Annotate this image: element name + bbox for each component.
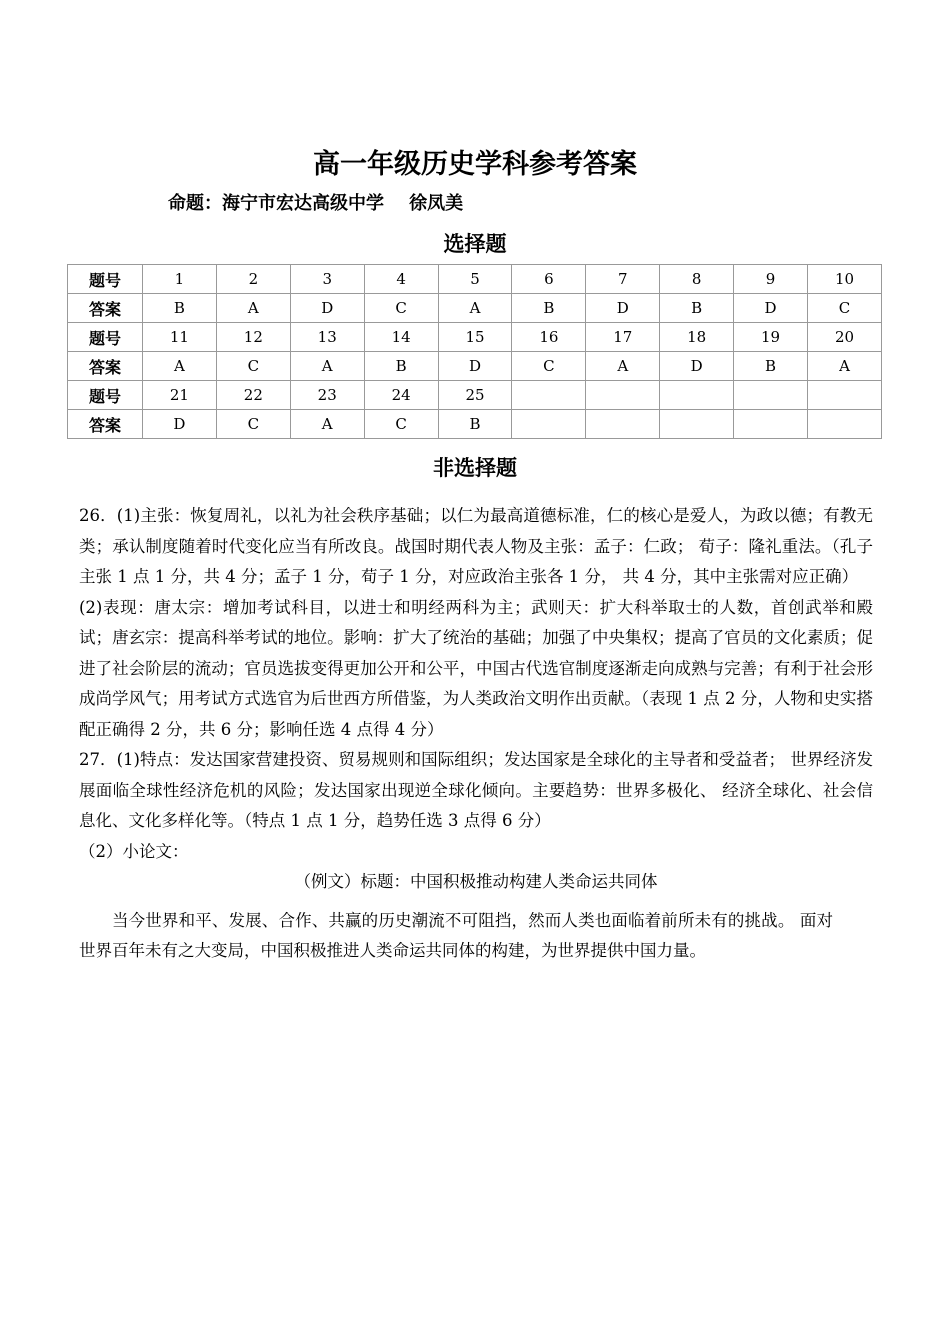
answer-cell: A — [808, 352, 882, 381]
question-number-cell: 13 — [290, 323, 364, 352]
row-label-question-number: 题号 — [68, 323, 143, 352]
question-number-cell — [660, 381, 734, 410]
question-number-cell: 18 — [660, 323, 734, 352]
answer-cell — [808, 410, 882, 439]
question-number-cell: 17 — [586, 323, 660, 352]
answer-cell: D — [660, 352, 734, 381]
answer-cell: A — [586, 352, 660, 381]
section-heading-choice: 选择题 — [443, 232, 507, 256]
question-number-cell: 6 — [512, 265, 586, 294]
table-row — [68, 410, 882, 439]
paragraph-q26-2: (2)表现：唐太宗：增加考试科目，以进士和明经两科为主；武则天：扩大科举取士的人数，首创武举和殿试；唐玄宗：提高科举考试的地位。影响：扩大了统治的基础；加强了中央集权；提高了官员的文化素质；促进了社会阶层的流动；官员选拔变得更加公开和公平，中国古代选官制度逐渐走向成熟与完善；有利于社会形成尚学风气；用考试方式选官为后世西方所借鉴，为人类政治文明作出贡献。（表现 1 点 2 分，人物和史实搭配正确得 2 分，共 6 分；影响任选 4 点得 4 分） — [79, 597, 873, 739]
question-number-cell: 10 — [808, 265, 882, 294]
question-number-cell: 1 — [143, 265, 217, 294]
question-number-cell: 16 — [512, 323, 586, 352]
answer-cell: D — [734, 294, 808, 323]
answer-cell: A — [290, 410, 364, 439]
question-number-cell: 9 — [734, 265, 808, 294]
question-number-cell: 8 — [660, 265, 734, 294]
answer-cell: D — [438, 352, 512, 381]
answer-cell: D — [143, 410, 217, 439]
question-number-cell: 3 — [290, 265, 364, 294]
answer-cell — [586, 410, 660, 439]
essay-body: 当今世界和平、发展、合作、共赢的历史潮流不可阻挡，然而人类也面临着前所未有的挑战。 面对世界百年未有之大变局，中国积极推进人类命运共同体的构建，为世界提供中国力量。 — [79, 910, 833, 960]
answer-cell: C — [808, 294, 882, 323]
answer-cell: D — [586, 294, 660, 323]
essay-title: （例文）标题：中国积极推动构建人类命运共同体 — [294, 872, 658, 891]
question-number-cell: 5 — [438, 265, 512, 294]
answer-cell: A — [216, 294, 290, 323]
row-label-question-number: 题号 — [68, 265, 143, 294]
table-row — [68, 381, 882, 410]
table-row — [68, 323, 882, 352]
answer-body — [79, 501, 873, 967]
question-number-cell: 14 — [364, 323, 438, 352]
answer-cell: A — [438, 294, 512, 323]
question-number-cell: 23 — [290, 381, 364, 410]
section-heading-nonchoice: 非选择题 — [433, 456, 517, 480]
question-number-cell: 2 — [216, 265, 290, 294]
answer-cell: A — [143, 352, 217, 381]
question-number-cell — [586, 381, 660, 410]
answer-cell: C — [364, 410, 438, 439]
answer-cell: B — [734, 352, 808, 381]
answer-cell: C — [216, 352, 290, 381]
answer-cell — [660, 410, 734, 439]
answer-cell — [734, 410, 808, 439]
paragraph-q27-2: （2）小论文： — [79, 841, 189, 861]
paragraph-q27-1: 27．(1)特点：发达国家营建投资、贸易规则和国际组织；发达国家是全球化的主导者和受益者； 世界经济发展面临全球性经济危机的风险；发达国家出现逆全球化倾向。主要趋势：世界多极化、 经济全球化、社会信息化、文化多样化等。（特点 1 点 1 分，趋势任选 3 点得 6 分） — [79, 750, 873, 830]
answer-cell: B — [660, 294, 734, 323]
question-number-cell: 25 — [438, 381, 512, 410]
row-label-answer: 答案 — [68, 352, 143, 381]
question-number-cell — [734, 381, 808, 410]
question-number-cell: 4 — [364, 265, 438, 294]
table-row — [68, 352, 882, 381]
page-title: 高一年级历史学科参考答案 — [313, 149, 637, 180]
answer-cell: C — [512, 352, 586, 381]
question-number-cell: 15 — [438, 323, 512, 352]
answer-table — [67, 264, 882, 439]
answer-cell: D — [290, 294, 364, 323]
answer-cell — [512, 410, 586, 439]
question-number-cell: 11 — [143, 323, 217, 352]
author-line: 命题：海宁市宏达高级中学 徐凤美 — [168, 193, 464, 214]
question-number-cell: 12 — [216, 323, 290, 352]
answer-cell: B — [364, 352, 438, 381]
question-number-cell — [512, 381, 586, 410]
answer-cell: C — [364, 294, 438, 323]
table-row — [68, 265, 882, 294]
answer-cell: C — [216, 410, 290, 439]
question-number-cell: 19 — [734, 323, 808, 352]
question-number-cell: 22 — [216, 381, 290, 410]
paragraph-q26-1: 26．(1)主张：恢复周礼，以礼为社会秩序基础；以仁为最高道德标准，仁的核心是爱人，为政以德；有教无类；承认制度随着时代变化应当有所改良。战国时期代表人物及主张：孟子：仁政； 荀子：隆礼重法。（孔子主张 1 点 1 分，共 4 分；孟子 1 分，荀子 1 分，对应政治主张各 1 分， 共 4 分，其中主张需对应正确） — [79, 506, 873, 586]
question-number-cell: 21 — [143, 381, 217, 410]
row-label-answer: 答案 — [68, 294, 143, 323]
answer-cell: B — [438, 410, 512, 439]
row-label-question-number: 题号 — [68, 381, 143, 410]
question-number-cell — [808, 381, 882, 410]
row-label-answer: 答案 — [68, 410, 143, 439]
answer-cell: A — [290, 352, 364, 381]
answer-cell: B — [512, 294, 586, 323]
table-row — [68, 294, 882, 323]
answer-cell: B — [143, 294, 217, 323]
question-number-cell: 20 — [808, 323, 882, 352]
question-number-cell: 24 — [364, 381, 438, 410]
question-number-cell: 7 — [586, 265, 660, 294]
